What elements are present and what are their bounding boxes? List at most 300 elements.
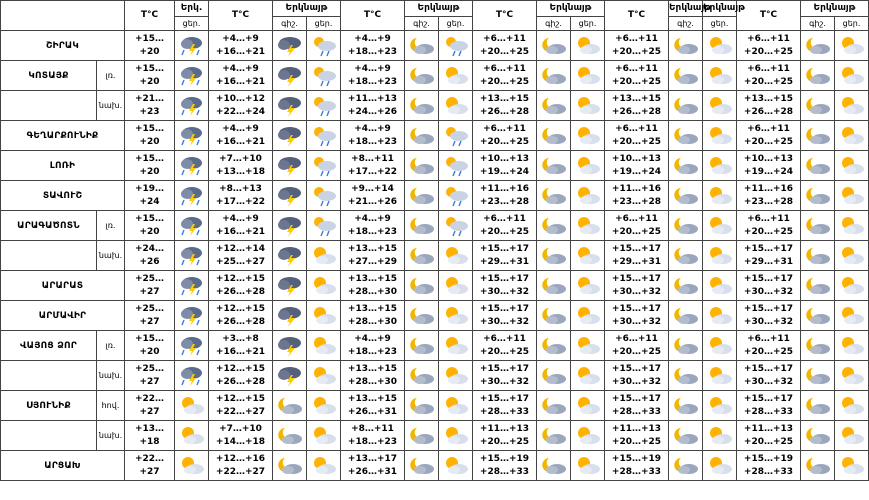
header-temp: T°C bbox=[737, 1, 801, 31]
region-name: ԱՐԱԳԱԾՈՏՆ bbox=[1, 211, 97, 241]
moon-cloud-icon bbox=[801, 91, 835, 121]
moon-cloud-icon bbox=[405, 181, 439, 211]
temp-cell: +13…+15 +28…+30 bbox=[341, 361, 405, 391]
sun-cloud-icon bbox=[835, 211, 869, 241]
table-row bbox=[1, 241, 869, 271]
temp-cell: +6…+11 +20…+25 bbox=[605, 61, 669, 91]
moon-cloud-icon bbox=[801, 271, 835, 301]
table-row bbox=[1, 421, 869, 451]
thunder-rain-icon bbox=[175, 271, 209, 301]
moon-cloud-icon bbox=[669, 151, 703, 181]
region-name bbox=[1, 361, 97, 391]
moon-cloud-icon bbox=[405, 211, 439, 241]
sun-rain-icon bbox=[439, 31, 473, 61]
sun-cloud-icon bbox=[439, 421, 473, 451]
moon-cloud-icon bbox=[669, 241, 703, 271]
table-row bbox=[1, 211, 869, 241]
temp-cell: +25…+27 bbox=[125, 361, 175, 391]
temp-cell: +12…+14 +25…+27 bbox=[209, 241, 273, 271]
header-sky: Երկնայթ bbox=[703, 1, 737, 17]
temp-cell: +11…+16 +23…+28 bbox=[605, 181, 669, 211]
sun-cloud-icon bbox=[703, 301, 737, 331]
sun-cloud-icon bbox=[703, 151, 737, 181]
sun-cloud-icon bbox=[703, 91, 737, 121]
temp-cell: +12…+15 +22…+27 bbox=[209, 391, 273, 421]
temp-cell: +6…+11 +20…+25 bbox=[605, 121, 669, 151]
header-temp: T°C bbox=[125, 1, 175, 31]
moon-cloud-icon bbox=[801, 31, 835, 61]
temp-cell: +6…+11 +20…+25 bbox=[473, 331, 537, 361]
thunder-cloud-icon bbox=[273, 61, 307, 91]
sun-cloud-icon bbox=[703, 211, 737, 241]
sun-cloud-icon bbox=[571, 271, 605, 301]
temp-cell: +15…+19 +28…+33 bbox=[473, 451, 537, 481]
temp-cell: +22…+27 bbox=[125, 451, 175, 481]
sun-cloud-icon bbox=[571, 421, 605, 451]
sun-cloud-icon bbox=[703, 361, 737, 391]
header-day: ցեր. bbox=[307, 17, 341, 31]
sun-cloud-icon bbox=[307, 331, 341, 361]
sun-rain-icon bbox=[307, 91, 341, 121]
moon-cloud-icon bbox=[669, 61, 703, 91]
region-sub: նախ. bbox=[97, 241, 125, 271]
moon-cloud-icon bbox=[537, 211, 571, 241]
sun-cloud-icon bbox=[835, 241, 869, 271]
moon-cloud-icon bbox=[405, 421, 439, 451]
sun-cloud-icon bbox=[571, 61, 605, 91]
sun-cloud-icon bbox=[307, 241, 341, 271]
moon-cloud-icon bbox=[537, 121, 571, 151]
thunder-rain-icon bbox=[175, 211, 209, 241]
moon-cloud-icon bbox=[669, 361, 703, 391]
moon-cloud-icon bbox=[405, 301, 439, 331]
sun-cloud-icon bbox=[307, 301, 341, 331]
temp-cell: +15…+17 +30…+32 bbox=[605, 301, 669, 331]
table-row bbox=[1, 121, 869, 151]
temp-cell: +13…+15 +28…+30 bbox=[341, 301, 405, 331]
moon-cloud-icon bbox=[537, 451, 571, 481]
moon-cloud-icon bbox=[801, 451, 835, 481]
header-night: գիշ. bbox=[669, 17, 703, 31]
region-name: ՎԱՅՈՑ ՁՈՐ bbox=[1, 331, 97, 361]
sun-cloud-icon bbox=[439, 301, 473, 331]
temp-cell: +4…+9 +16…+21 bbox=[209, 211, 273, 241]
sun-rain-icon bbox=[307, 61, 341, 91]
temp-cell: +11…+13 +20…+25 bbox=[473, 421, 537, 451]
temp-cell: +6…+11 +20…+25 bbox=[737, 121, 801, 151]
moon-cloud-icon bbox=[801, 301, 835, 331]
moon-cloud-icon bbox=[537, 301, 571, 331]
header-sky: Երկնայթ bbox=[669, 1, 703, 17]
thunder-rain-icon bbox=[175, 31, 209, 61]
temp-cell: +12…+15 +26…+28 bbox=[209, 271, 273, 301]
sun-cloud-icon bbox=[571, 151, 605, 181]
temp-cell: +15…+20 bbox=[125, 151, 175, 181]
sun-cloud-icon bbox=[307, 451, 341, 481]
sun-cloud-icon bbox=[835, 61, 869, 91]
moon-cloud-icon bbox=[537, 271, 571, 301]
temp-cell: +15…+17 +30…+32 bbox=[737, 361, 801, 391]
temp-cell: +6…+11 +20…+25 bbox=[737, 31, 801, 61]
sun-cloud-icon bbox=[175, 421, 209, 451]
moon-cloud-icon bbox=[801, 361, 835, 391]
sun-cloud-icon bbox=[439, 391, 473, 421]
temp-cell: +10…+13 +19…+24 bbox=[605, 151, 669, 181]
temp-cell: +22…+27 bbox=[125, 391, 175, 421]
sun-cloud-icon bbox=[439, 241, 473, 271]
moon-cloud-icon bbox=[405, 151, 439, 181]
temp-cell: +12…+15 +26…+28 bbox=[209, 361, 273, 391]
moon-cloud-icon bbox=[405, 271, 439, 301]
sun-cloud-icon bbox=[307, 391, 341, 421]
thunder-rain-icon bbox=[175, 241, 209, 271]
temp-cell: +12…+15 +26…+28 bbox=[209, 301, 273, 331]
temp-cell: +25…+27 bbox=[125, 301, 175, 331]
temp-cell: +6…+11 +20…+25 bbox=[473, 31, 537, 61]
thunder-rain-icon bbox=[175, 61, 209, 91]
temp-cell: +15…+17 +30…+32 bbox=[737, 301, 801, 331]
temp-cell: +4…+9 +18…+23 bbox=[341, 211, 405, 241]
header-day: ցեր. bbox=[835, 17, 869, 31]
moon-cloud-icon bbox=[405, 91, 439, 121]
moon-cloud-icon bbox=[537, 31, 571, 61]
temp-cell: +4…+9 +18…+23 bbox=[341, 61, 405, 91]
header-night: գիշ. bbox=[273, 17, 307, 31]
temp-cell: +15…+20 bbox=[125, 211, 175, 241]
header-sky: Երկնայթ bbox=[537, 1, 605, 17]
table-row bbox=[1, 91, 869, 121]
temp-cell: +15…+17 +28…+33 bbox=[473, 391, 537, 421]
thunder-cloud-icon bbox=[273, 301, 307, 331]
temp-cell: +3…+8 +16…+21 bbox=[209, 331, 273, 361]
thunder-cloud-icon bbox=[273, 361, 307, 391]
table-row bbox=[1, 331, 869, 361]
sun-cloud-icon bbox=[439, 451, 473, 481]
sun-cloud-icon bbox=[571, 331, 605, 361]
header-day: ցեր. bbox=[703, 17, 737, 31]
moon-cloud-icon bbox=[537, 331, 571, 361]
sun-cloud-icon bbox=[175, 391, 209, 421]
region-sub: նախ. bbox=[97, 361, 125, 391]
thunder-cloud-icon bbox=[273, 31, 307, 61]
temp-cell: +15…+17 +30…+32 bbox=[473, 301, 537, 331]
region-sub: լռ. bbox=[97, 331, 125, 361]
region-name: ԱՐՑԱԽ bbox=[1, 451, 125, 481]
sun-cloud-icon bbox=[835, 151, 869, 181]
moon-cloud-icon bbox=[405, 121, 439, 151]
temp-cell: +15…+17 +29…+31 bbox=[473, 241, 537, 271]
sun-cloud-icon bbox=[571, 451, 605, 481]
temp-cell: +13…+15 +27…+29 bbox=[341, 241, 405, 271]
temp-cell: +10…+13 +19…+24 bbox=[473, 151, 537, 181]
sun-cloud-icon bbox=[439, 61, 473, 91]
temp-cell: +4…+9 +18…+23 bbox=[341, 121, 405, 151]
sun-cloud-icon bbox=[571, 361, 605, 391]
temp-cell: +12…+16 +22…+27 bbox=[209, 451, 273, 481]
table-row bbox=[1, 181, 869, 211]
temp-cell: +10…+13 +19…+24 bbox=[737, 151, 801, 181]
sun-cloud-icon bbox=[835, 181, 869, 211]
temp-cell: +15…+17 +30…+32 bbox=[605, 361, 669, 391]
temp-cell: +10…+12 +22…+24 bbox=[209, 91, 273, 121]
sun-cloud-icon bbox=[439, 91, 473, 121]
sun-cloud-icon bbox=[835, 451, 869, 481]
sun-cloud-icon bbox=[703, 421, 737, 451]
temp-cell: +8…+11 +18…+23 bbox=[341, 421, 405, 451]
moon-cloud-icon bbox=[273, 451, 307, 481]
sun-cloud-icon bbox=[835, 91, 869, 121]
header-blank bbox=[1, 1, 125, 31]
sun-cloud-icon bbox=[703, 331, 737, 361]
table-row bbox=[1, 301, 869, 331]
region-sub: հով. bbox=[97, 391, 125, 421]
sun-cloud-icon bbox=[439, 271, 473, 301]
temp-cell: +7…+10 +14…+18 bbox=[209, 421, 273, 451]
sun-cloud-icon bbox=[571, 211, 605, 241]
region-name: ԼՈՌԻ bbox=[1, 151, 125, 181]
temp-cell: +15…+20 bbox=[125, 31, 175, 61]
temp-cell: +6…+11 +20…+25 bbox=[605, 331, 669, 361]
table-row bbox=[1, 451, 869, 481]
header-night: գիշ. bbox=[537, 17, 571, 31]
thunder-cloud-icon bbox=[273, 241, 307, 271]
moon-cloud-icon bbox=[405, 61, 439, 91]
temp-cell: +6…+11 +20…+25 bbox=[605, 31, 669, 61]
thunder-rain-icon bbox=[175, 361, 209, 391]
thunder-cloud-icon bbox=[273, 181, 307, 211]
moon-cloud-icon bbox=[537, 181, 571, 211]
moon-cloud-icon bbox=[405, 451, 439, 481]
sun-cloud-icon bbox=[835, 391, 869, 421]
temp-cell: +4…+9 +16…+21 bbox=[209, 61, 273, 91]
sun-cloud-icon bbox=[835, 331, 869, 361]
moon-cloud-icon bbox=[537, 61, 571, 91]
sun-rain-icon bbox=[307, 31, 341, 61]
thunder-rain-icon bbox=[175, 151, 209, 181]
temp-cell: +24…+26 bbox=[125, 241, 175, 271]
temp-cell: +6…+11 +20…+25 bbox=[737, 61, 801, 91]
sun-cloud-icon bbox=[835, 361, 869, 391]
table-row bbox=[1, 61, 869, 91]
header-sky: Երկնայթ bbox=[273, 1, 341, 17]
moon-cloud-icon bbox=[801, 241, 835, 271]
moon-cloud-icon bbox=[669, 121, 703, 151]
header-temp: T°C bbox=[341, 1, 405, 31]
moon-cloud-icon bbox=[801, 421, 835, 451]
sun-rain-icon bbox=[439, 181, 473, 211]
region-name bbox=[1, 421, 97, 451]
header-night: գիշ. bbox=[405, 17, 439, 31]
sun-cloud-icon bbox=[703, 31, 737, 61]
sun-cloud-icon bbox=[703, 451, 737, 481]
table-row bbox=[1, 271, 869, 301]
header-temp: T°C bbox=[473, 1, 537, 31]
sun-cloud-icon bbox=[703, 61, 737, 91]
temp-cell: +13…+17 +26…+31 bbox=[341, 451, 405, 481]
temp-cell: +6…+11 +20…+25 bbox=[473, 121, 537, 151]
moon-cloud-icon bbox=[273, 391, 307, 421]
temp-cell: +21…+23 bbox=[125, 91, 175, 121]
moon-cloud-icon bbox=[537, 391, 571, 421]
sun-cloud-icon bbox=[703, 121, 737, 151]
moon-cloud-icon bbox=[537, 241, 571, 271]
moon-cloud-icon bbox=[537, 361, 571, 391]
temp-cell: +13…+15 +26…+28 bbox=[605, 91, 669, 121]
sun-cloud-icon bbox=[571, 91, 605, 121]
thunder-cloud-icon bbox=[273, 331, 307, 361]
sun-rain-icon bbox=[439, 151, 473, 181]
temp-cell: +19…+24 bbox=[125, 181, 175, 211]
region-name: ԿՈՏԱՅՔ bbox=[1, 61, 97, 91]
moon-cloud-icon bbox=[801, 331, 835, 361]
region-sub: լռ. bbox=[97, 211, 125, 241]
region-sub: նախ. bbox=[97, 91, 125, 121]
header-temp: T°C bbox=[605, 1, 669, 31]
sun-rain-icon bbox=[439, 121, 473, 151]
temp-cell: +15…+17 +29…+31 bbox=[605, 241, 669, 271]
sun-cloud-icon bbox=[307, 421, 341, 451]
moon-cloud-icon bbox=[801, 151, 835, 181]
sun-cloud-icon bbox=[571, 391, 605, 421]
temp-cell: +8…+13 +17…+22 bbox=[209, 181, 273, 211]
thunder-cloud-icon bbox=[273, 211, 307, 241]
moon-cloud-icon bbox=[669, 391, 703, 421]
moon-cloud-icon bbox=[273, 421, 307, 451]
sun-cloud-icon bbox=[571, 181, 605, 211]
moon-cloud-icon bbox=[669, 331, 703, 361]
header-day: ցեր. bbox=[439, 17, 473, 31]
header-day: ցեր. bbox=[175, 17, 209, 31]
moon-cloud-icon bbox=[537, 421, 571, 451]
moon-cloud-icon bbox=[669, 211, 703, 241]
region-name: ԱՐԱՐԱՏ bbox=[1, 271, 125, 301]
header-erk: Երկ. bbox=[175, 1, 209, 17]
temp-cell: +7…+10 +13…+18 bbox=[209, 151, 273, 181]
temp-cell: +15…+17 +30…+32 bbox=[473, 361, 537, 391]
moon-cloud-icon bbox=[801, 181, 835, 211]
sun-cloud-icon bbox=[175, 451, 209, 481]
region-sub: նախ. bbox=[97, 421, 125, 451]
moon-cloud-icon bbox=[801, 61, 835, 91]
temp-cell: +15…+19 +28…+33 bbox=[605, 451, 669, 481]
forecast-body bbox=[1, 31, 869, 481]
region-name: ՏԱՎՈՒՇ bbox=[1, 181, 125, 211]
thunder-rain-icon bbox=[175, 331, 209, 361]
sun-cloud-icon bbox=[703, 241, 737, 271]
sun-rain-icon bbox=[439, 211, 473, 241]
temp-cell: +15…+17 +28…+33 bbox=[737, 391, 801, 421]
header-sky: Երկնայթ bbox=[405, 1, 473, 17]
sun-rain-icon bbox=[307, 181, 341, 211]
temp-cell: +13…+15 +26…+28 bbox=[737, 91, 801, 121]
table-row bbox=[1, 361, 869, 391]
temp-cell: +11…+16 +23…+28 bbox=[473, 181, 537, 211]
temp-cell: +15…+20 bbox=[125, 121, 175, 151]
temp-cell: +4…+9 +18…+23 bbox=[341, 31, 405, 61]
moon-cloud-icon bbox=[801, 211, 835, 241]
sun-cloud-icon bbox=[439, 331, 473, 361]
region-name: ԳԵՂԱՐՔՈՒՆԻՔ bbox=[1, 121, 125, 151]
moon-cloud-icon bbox=[537, 91, 571, 121]
moon-cloud-icon bbox=[405, 331, 439, 361]
moon-cloud-icon bbox=[669, 181, 703, 211]
table-row bbox=[1, 391, 869, 421]
temp-cell: +11…+13 +20…+25 bbox=[737, 421, 801, 451]
sun-cloud-icon bbox=[571, 121, 605, 151]
temp-cell: +6…+11 +20…+25 bbox=[737, 211, 801, 241]
region-name: ԱՐՄԱՎԻՐ bbox=[1, 301, 125, 331]
temp-cell: +11…+13 +20…+25 bbox=[605, 421, 669, 451]
temp-cell: +15…+19 +28…+33 bbox=[737, 451, 801, 481]
sun-rain-icon bbox=[307, 151, 341, 181]
table-row bbox=[1, 151, 869, 181]
moon-cloud-icon bbox=[669, 91, 703, 121]
moon-cloud-icon bbox=[405, 241, 439, 271]
thunder-cloud-icon bbox=[273, 121, 307, 151]
moon-cloud-icon bbox=[669, 301, 703, 331]
moon-cloud-icon bbox=[405, 361, 439, 391]
region-name: ՇԻՐԱԿ bbox=[1, 31, 125, 61]
temp-cell: +15…+17 +29…+31 bbox=[737, 241, 801, 271]
thunder-rain-icon bbox=[175, 91, 209, 121]
temp-cell: +6…+11 +20…+25 bbox=[605, 211, 669, 241]
sun-rain-icon bbox=[307, 211, 341, 241]
sun-cloud-icon bbox=[703, 271, 737, 301]
region-sub: լռ. bbox=[97, 61, 125, 91]
sun-cloud-icon bbox=[571, 31, 605, 61]
moon-cloud-icon bbox=[537, 151, 571, 181]
temp-cell: +13…+15 +26…+28 bbox=[473, 91, 537, 121]
temp-cell: +15…+20 bbox=[125, 331, 175, 361]
moon-cloud-icon bbox=[405, 391, 439, 421]
thunder-rain-icon bbox=[175, 181, 209, 211]
header-night: գիշ. bbox=[801, 17, 835, 31]
temp-cell: +4…+9 +18…+23 bbox=[341, 331, 405, 361]
table-row bbox=[1, 31, 869, 61]
moon-cloud-icon bbox=[405, 31, 439, 61]
region-name: ՍՅՈՒՆԻՔ bbox=[1, 391, 97, 421]
sun-cloud-icon bbox=[571, 241, 605, 271]
sun-cloud-icon bbox=[439, 361, 473, 391]
sun-cloud-icon bbox=[307, 271, 341, 301]
sun-cloud-icon bbox=[835, 31, 869, 61]
sun-cloud-icon bbox=[835, 421, 869, 451]
temp-cell: +13…+18 bbox=[125, 421, 175, 451]
moon-cloud-icon bbox=[801, 391, 835, 421]
temp-cell: +11…+13 +24…+26 bbox=[341, 91, 405, 121]
region-name bbox=[1, 241, 97, 271]
temp-cell: +25…+27 bbox=[125, 271, 175, 301]
temp-cell: +8…+11 +17…+22 bbox=[341, 151, 405, 181]
sun-cloud-icon bbox=[835, 121, 869, 151]
moon-cloud-icon bbox=[669, 31, 703, 61]
temp-cell: +13…+15 +26…+31 bbox=[341, 391, 405, 421]
temp-cell: +15…+20 bbox=[125, 61, 175, 91]
thunder-cloud-icon bbox=[273, 271, 307, 301]
temp-cell: +15…+17 +30…+32 bbox=[473, 271, 537, 301]
thunder-cloud-icon bbox=[273, 91, 307, 121]
sun-cloud-icon bbox=[703, 181, 737, 211]
region-name bbox=[1, 91, 97, 121]
header-day: ցեր. bbox=[571, 17, 605, 31]
sun-rain-icon bbox=[307, 121, 341, 151]
sun-cloud-icon bbox=[703, 391, 737, 421]
temp-cell: +11…+16 +23…+28 bbox=[737, 181, 801, 211]
thunder-rain-icon bbox=[175, 301, 209, 331]
moon-cloud-icon bbox=[801, 121, 835, 151]
thunder-rain-icon bbox=[175, 121, 209, 151]
sun-cloud-icon bbox=[835, 271, 869, 301]
